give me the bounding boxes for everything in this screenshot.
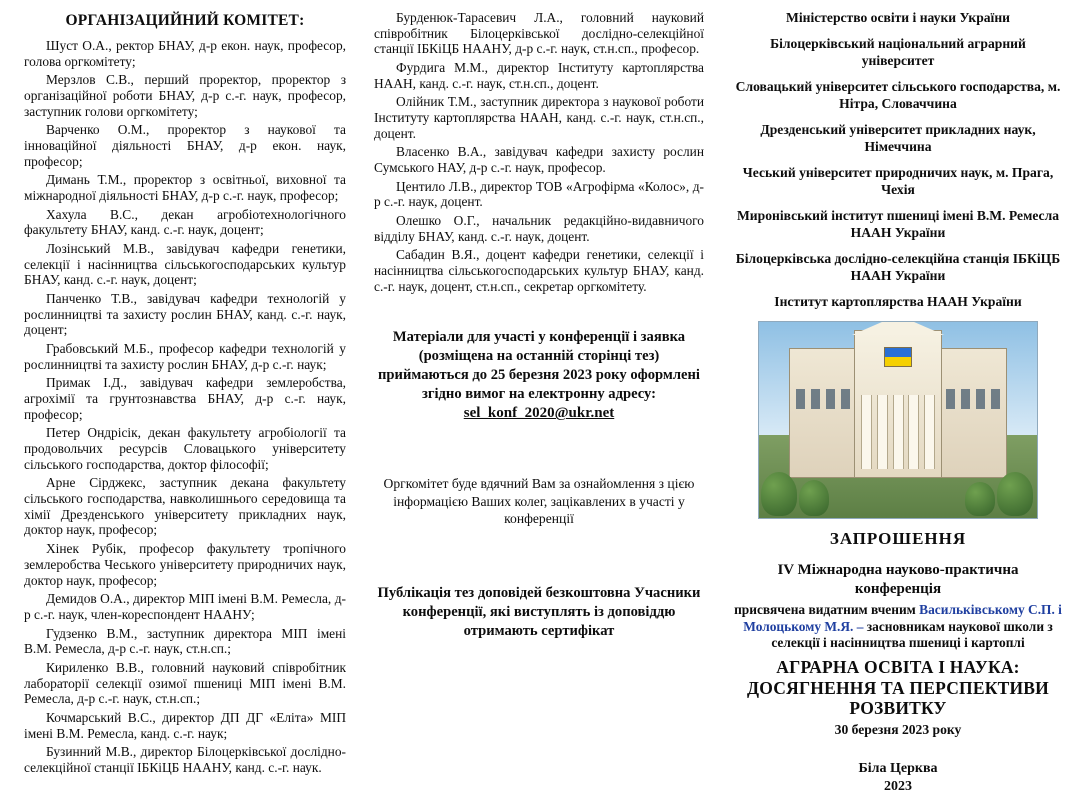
- dedication-block: [734, 602, 1062, 651]
- committee-member: Бурденюк-Тарасевич Л.А., головний науковий співробітник Білоцерківської дослідно-селекційної станції ІБКіЦБ НААНУ, д-р с.-г. наук, ст.н.сп., професор.: [374, 10, 704, 57]
- committee-member: Грабовський М.Б., професор кафедри технологій у рослинництві та захисту рослин БНАУ, д-р с.-г. наук;: [24, 341, 346, 372]
- committee-member: Мерзлов С.В., перший проректор, проректор з організаційної роботи БНАУ, д-р с.-г. наук, професор, заступник голови оргкомітету;: [24, 72, 346, 119]
- organizer-line: Словацький університет сільського господарства, м. Нітра, Словаччина: [735, 78, 1061, 111]
- organizer-line: Інститут картоплярства НААН України: [774, 293, 1022, 309]
- committee-member: Примак І.Д., завідувач кафедри землеробства, агрохімії та грунтознавства БНАУ, д-р с.-г. наук, професор;: [24, 375, 346, 422]
- conference-title: АГРАРНА ОСВІТА І НАУКА: ДОСЯГНЕННЯ ТА ПЕРСПЕКТИВИ РОЗВИТКУ: [747, 657, 1049, 718]
- submission-email[interactable]: sel_konf_2020@ukr.net: [463, 405, 615, 422]
- column-cover: [720, 10, 1072, 795]
- committee-member: Центило Л.В., директор ТОВ «Агрофірма «Колос», д-р с.-г. наук, доцент.: [374, 178, 704, 210]
- trees-group: [759, 462, 1037, 516]
- committee-member: Панченко Т.В., завідувач кафедри технологій у рослинництві та захисту рослин БНАУ, канд. с.-г. наук, доцент;: [24, 291, 346, 338]
- invitation-heading: ЗАПРОШЕННЯ: [829, 528, 967, 548]
- committee-member: Власенко В.А., завідувач кафедри захисту рослин Сумського НАУ, д-р с.-г. наук, професор.: [374, 144, 704, 176]
- committee-member: Варченко О.М., проректор з наукової та інноваційної діяльності БНАУ, д-р екон. наук, професор;: [24, 122, 346, 169]
- committee-member: Демидов О.А., директор МІП імені В.М. Ремесла, д-р с.-г. наук, член-кореспондент НААНУ;: [24, 591, 346, 622]
- organizer-line: Чеський університет природничих наук, м. Прага, Чехія: [742, 164, 1054, 197]
- dedication-names: Васильківському С.П. і Молоцькому М.Я. –: [743, 602, 1062, 634]
- ukraine-flag-icon: [884, 347, 912, 367]
- committee-member: Олешко О.Г., начальник редакційно-видавничого відділу БНАУ, канд. с.-г. наук, доцент.: [374, 213, 704, 244]
- dedication-suffix: засновникам наукової школи з селекції і насінництва пшениці і картоплі: [771, 618, 1053, 650]
- committee-member: Фурдига М.М., директор Інституту картоплярства НААН, канд. с.-г. наук, ст.н.сп., доцент.: [374, 60, 704, 91]
- submission-deadline-text: Матеріали для участі у конференції і заявка (розміщена на останній сторінці тез) приймаються до 25 березня 2023 року оформлені згідно вимог на електронну адресу:: [378, 329, 700, 403]
- column-organizing-committee: [8, 10, 360, 775]
- city-label: Біла Церква: [858, 761, 938, 777]
- organizing-committee-heading: ОРГАНІЗАЦИЙНИЙ КОМІТЕТ:: [65, 12, 305, 29]
- conference-number: IV Міжнародна науково-практична конференція: [777, 561, 1019, 597]
- organizer-line: Білоцерківська дослідно-селекційна станція ІБКіЦБ НААН України: [735, 250, 1061, 283]
- year-label: 2023: [884, 779, 912, 795]
- dedication-prefix: присвячена видатним вченим: [734, 602, 916, 618]
- pediment-shape: [852, 321, 944, 335]
- organizer-line: Миронівський інститут пшениці імені В.М. Ремесла НААН України: [736, 207, 1060, 240]
- committee-member: Лозінський М.В., завідувач кафедри генетики, селекції і насінництва сільськогосподарських культур БНАУ, канд. с.-г. наук, доцент;: [24, 241, 346, 288]
- committee-member: Гудзенко В.М., заступник директора МІП імені В.М. Ремесла, д-р с.-г. наук, ст.н.сп.;: [24, 625, 346, 657]
- conference-date: 30 березня 2023 року: [834, 722, 962, 738]
- committee-member: Шуст О.А., ректор БНАУ, д-р екон. наук, професор, голова оргкомітету;: [24, 38, 346, 69]
- thanks-note: Оргкомітет буде вдячний Вам за ознайомлення з цією інформацією Ваших колег, зацікавлених в участі у конференції: [383, 476, 695, 527]
- column-committee-continued: [360, 10, 720, 750]
- organizer-line: Білоцерківський національний аграрний університет: [770, 35, 1026, 68]
- free-publication-note: Публікація тез доповідей безкоштовна Учасники конференції, які виступлять із доповіддю отримають сертифікат: [377, 584, 701, 639]
- committee-member: Олійник Т.М., заступник директора з наукової роботи Інституту картоплярства НААН, канд. с.-г. наук, ст.н.сп., доцент.: [374, 94, 704, 141]
- organizer-line: Міністерство освіти і науки України: [786, 10, 1010, 25]
- committee-member: Кириленко В.В., головний науковий співробітник лабораторії селекції озимої пшениці МІП імені В.М. Ремесла, д-р с.-г. наук, ст.н.сп.;: [24, 659, 346, 707]
- committee-member: Кочмарський В.С., директор ДП ДГ «Еліта» МІП імені В.М. Ремесла, канд. с.-г. наук;: [24, 709, 346, 741]
- committee-member: Хахула В.С., декан агробіотехнологічного факультету БНАУ, канд. с.-г. наук, доцент;: [24, 206, 346, 238]
- organizer-line: Дрезденський університет прикладних наук, Німеччина: [760, 121, 1036, 154]
- university-building-photo: [758, 321, 1038, 519]
- committee-member: Петер Ондрісік, декан факультету агробіології та продовольчих ресурсів Словацького університету сільського господарства, доктор філософії;: [24, 425, 346, 472]
- committee-member: Арне Сірджекс, заступник декана факультету сільського господарства, навколишнього середовища та хімії Дрезденського університету прикладних наук, доктор наук, професор;: [24, 475, 346, 538]
- committee-member: Сабадин В.Я., доцент кафедри генетики, селекції і насінництва сільськогосподарських культур БНАУ, канд. с.-г. наук, доцент, ст.н.сп., секретар оргкомітету.: [374, 247, 704, 294]
- committee-member: Бузинний М.В., директор Білоцерківської дослідно-селекційної станції ІБКіЦБ НААНУ, канд. с.-г. наук.: [24, 744, 346, 775]
- submission-email-line: [374, 404, 704, 423]
- committee-member: Хінек Рубік, професор факультету тропічного землеробства Чеського університету природничих наук, доктор наук, професор;: [24, 541, 346, 588]
- building-center-block: [854, 330, 942, 478]
- committee-member: Димань Т.М., проректор з освітньої, виховної та міжнародної діяльності БНАУ, д-р с.-г. наук, професор;: [24, 172, 346, 204]
- colonnade: [861, 395, 935, 469]
